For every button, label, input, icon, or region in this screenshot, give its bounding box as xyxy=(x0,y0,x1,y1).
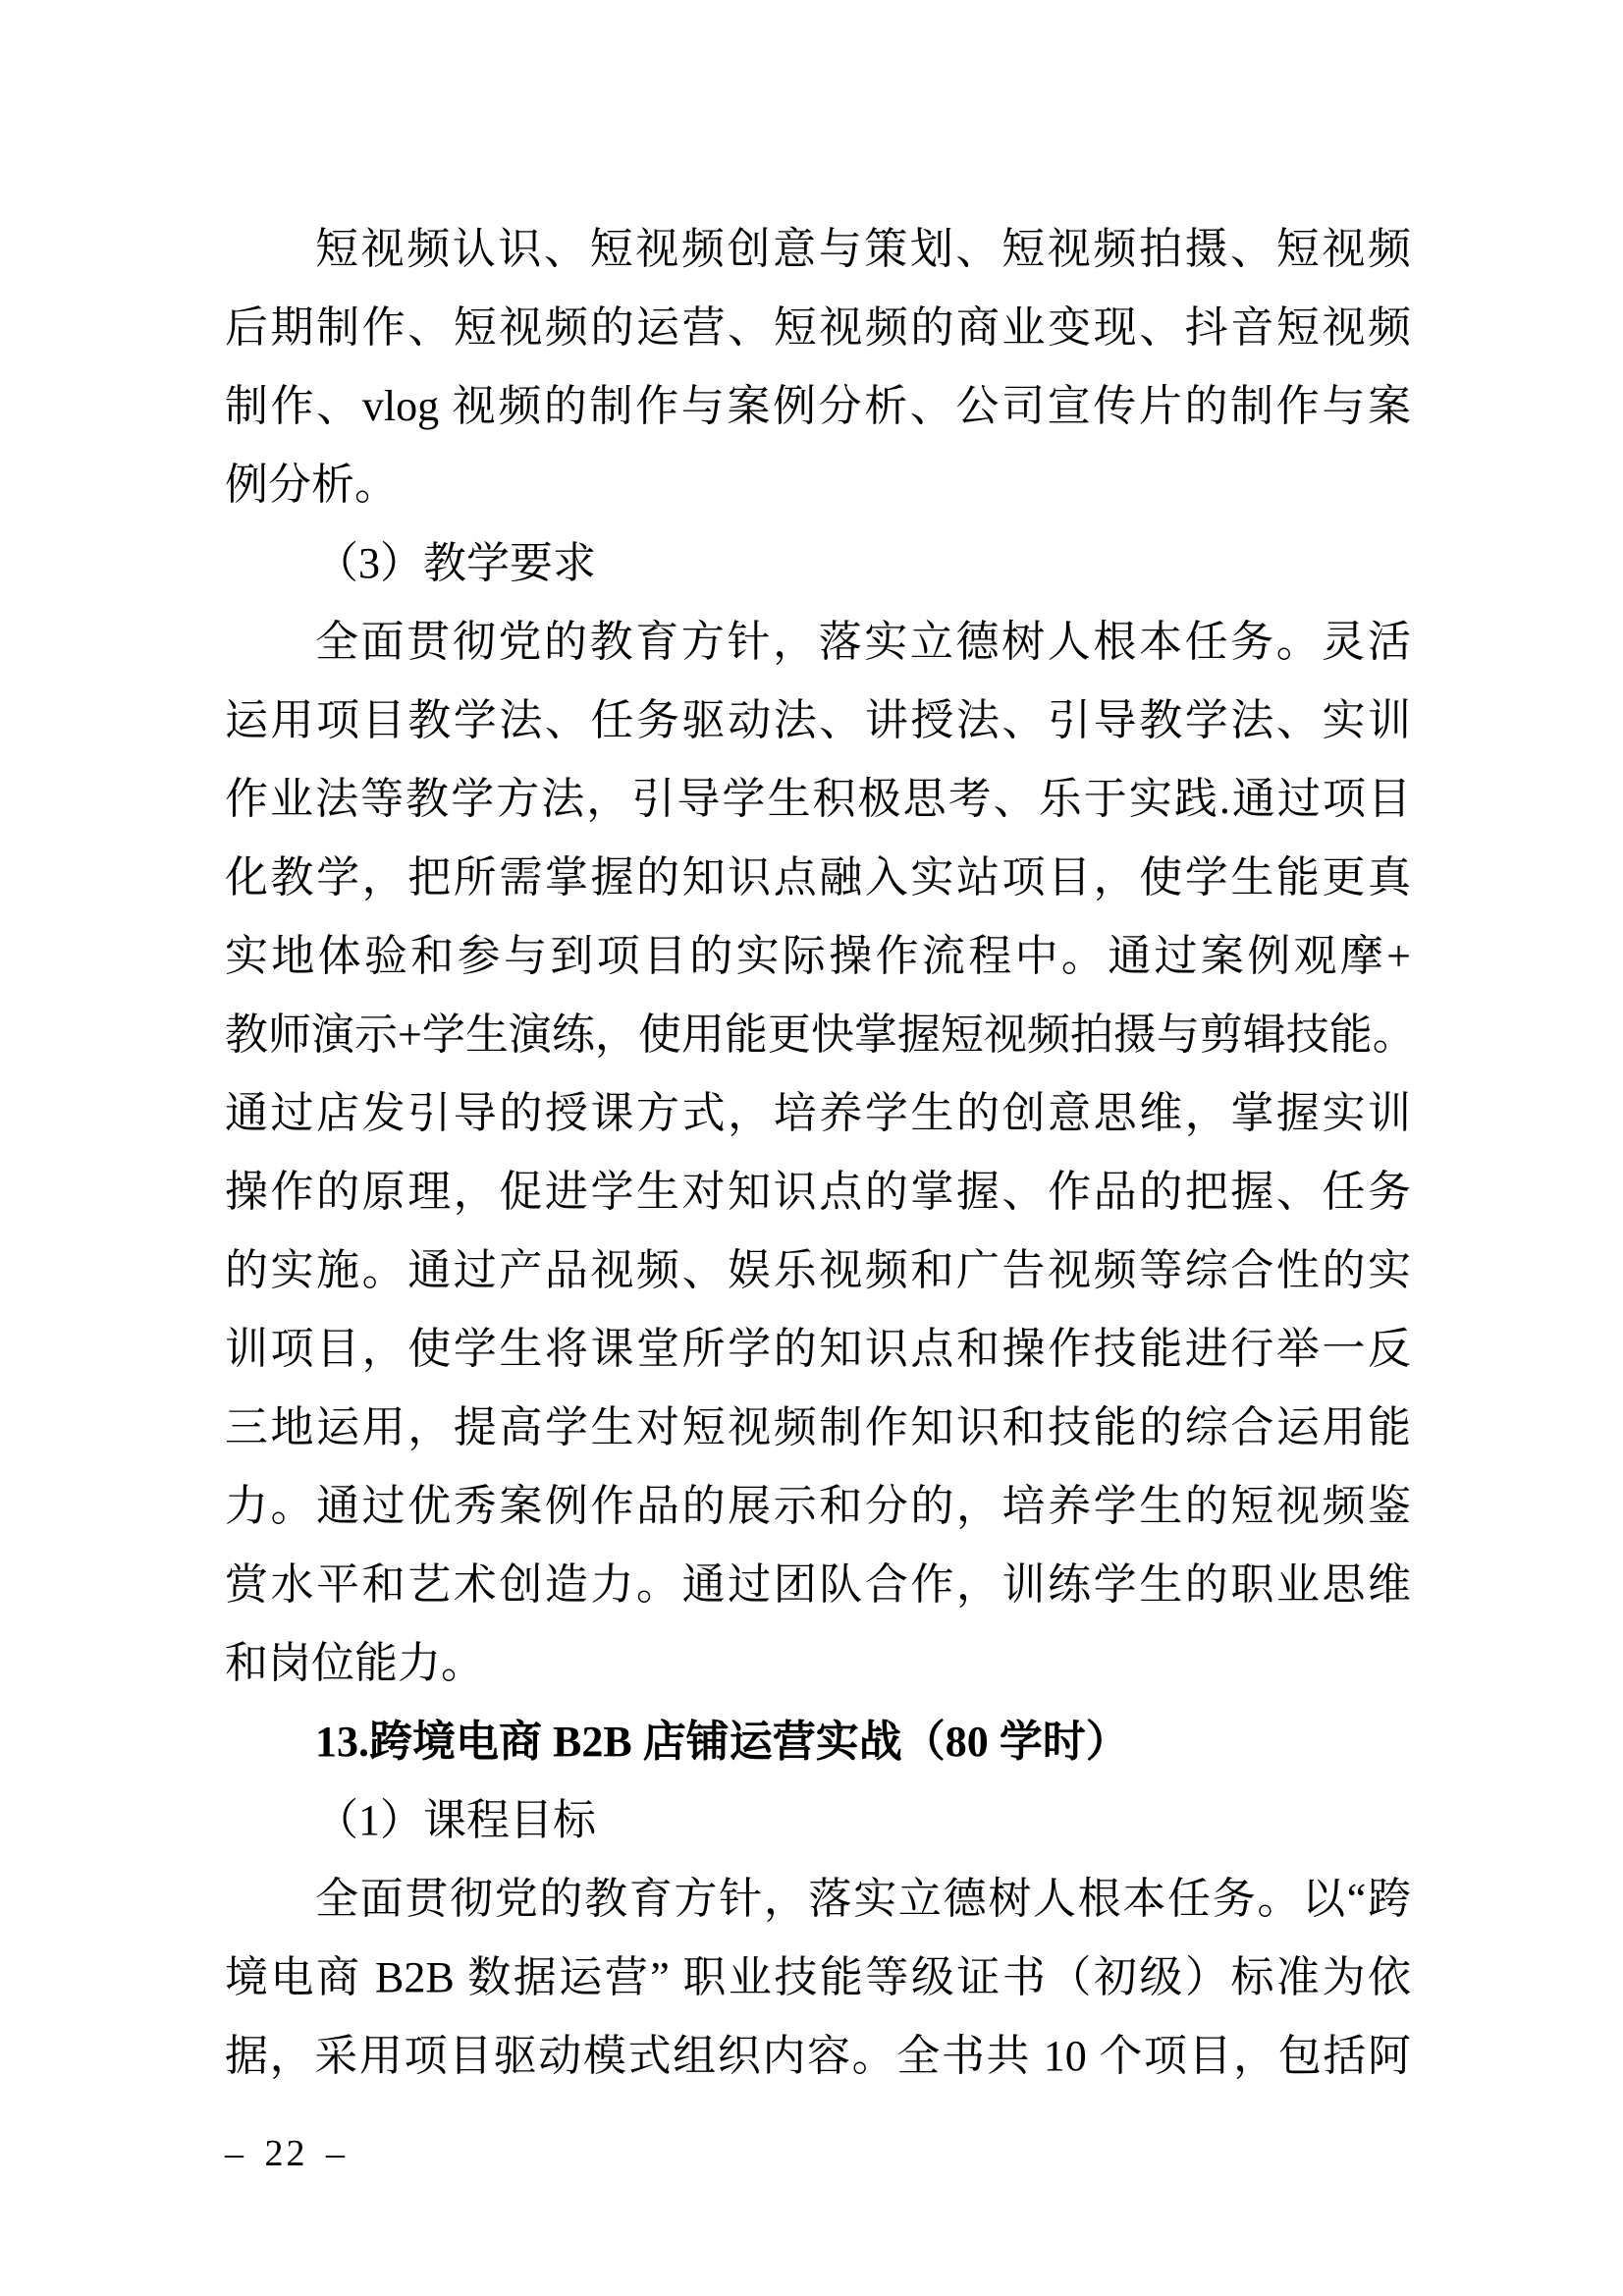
text-line: 赏水平和艺术创造力。通过团队合作，训练学生的职业思维 xyxy=(225,1560,1411,1609)
text-line: 化教学，把所需掌握的知识点融入实站项目，使学生能更真 xyxy=(225,853,1411,902)
section-heading: 13.跨境电商 B2B 店铺运营实战（80 学时） xyxy=(315,1718,1129,1766)
page-number: – 22 – xyxy=(225,2133,348,2174)
text-line: 的实施。通过产品视频、娱乐视频和广告视频等综合性的实 xyxy=(225,1246,1411,1294)
text-line: 境电商 B2B 数据运营” 职业技能等级证书（初级）标准为依 xyxy=(225,1953,1411,2001)
text-line: 作业法等教学方法，引导学生积极思考、乐于实践.通过项目 xyxy=(225,775,1411,823)
text-line: 通过店发引导的授课方式，培养学生的创意思维，掌握实训 xyxy=(225,1089,1411,1137)
text-line: 全面贯彻党的教育方针，落实立德树人根本任务。灵活 xyxy=(315,618,1411,666)
text-line: 据，采用项目驱动模式组织内容。全书共 10 个项目，包括阿 xyxy=(225,2032,1411,2080)
text-line: 和岗位能力。 xyxy=(225,1639,484,1687)
text-line: 训项目，使学生将课堂所学的知识点和操作技能进行举一反 xyxy=(225,1325,1411,1373)
text-line: 制作、vlog 视频的制作与案例分析、公司宣传片的制作与案 xyxy=(225,382,1411,430)
text-line: 力。通过优秀案例作品的展示和分的，培养学生的短视频鉴 xyxy=(225,1482,1411,1530)
text-line: 全面贯彻党的教育方针，落实立德树人根本任务。以“跨 xyxy=(315,1875,1411,1923)
text-line: 例分析。 xyxy=(225,461,398,509)
document-body xyxy=(225,210,1416,2096)
text-line: 三地运用，提高学生对短视频制作知识和技能的综合运用能 xyxy=(225,1403,1411,1451)
section-label: （1）课程目标 xyxy=(315,1796,596,1844)
text-line: 教师演示+学生演练，使用能更快掌握短视频拍摄与剪辑技能。 xyxy=(225,1011,1416,1059)
text-line: 短视频认识、短视频创意与策划、短视频拍摄、短视频 xyxy=(315,225,1411,273)
text-line: 后期制作、短视频的运营、短视频的商业变现、抖音短视频 xyxy=(225,303,1411,352)
text-line: 操作的原理，促进学生对知识点的掌握、作品的把握、任务 xyxy=(225,1168,1411,1216)
section-label: （3）教学要求 xyxy=(315,539,596,587)
text-line: 实地体验和参与到项目的实际操作流程中。通过案例观摩+ xyxy=(225,932,1411,980)
text-line: 运用项目教学法、任务驱动法、讲授法、引导教学法、实训 xyxy=(225,696,1411,744)
